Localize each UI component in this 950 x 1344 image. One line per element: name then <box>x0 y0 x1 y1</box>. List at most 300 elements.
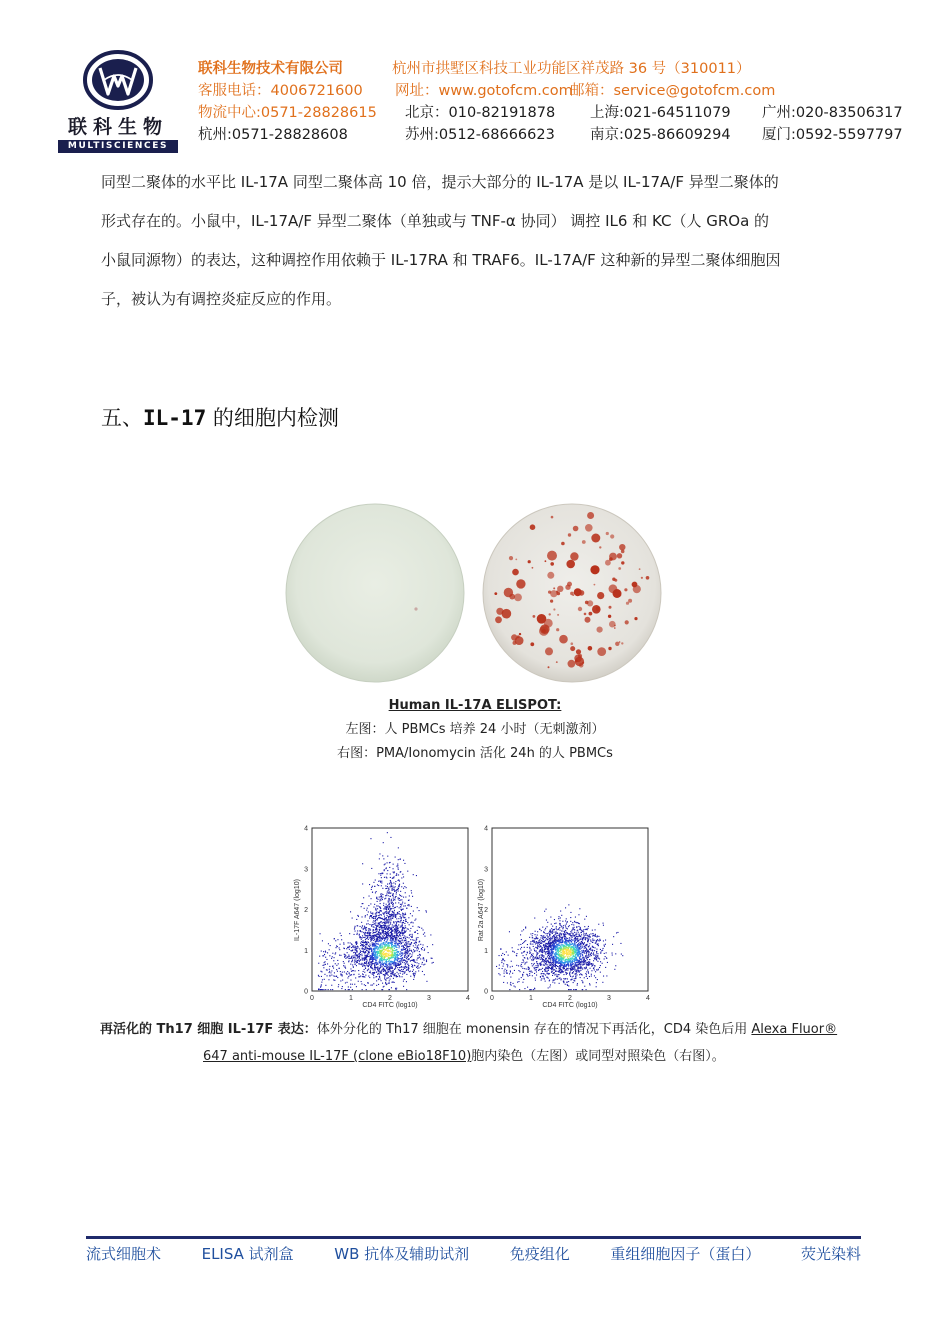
scatter-dot <box>577 949 578 950</box>
scatter-dot <box>369 896 370 897</box>
scatter-dot <box>382 894 383 895</box>
elispot-spot <box>573 526 579 532</box>
scatter-dot <box>585 973 586 974</box>
scatter-dot <box>356 946 357 947</box>
scatter-dot <box>588 954 589 955</box>
scatter-dot <box>386 942 387 943</box>
scatter-dot <box>378 873 379 874</box>
scatter-dot <box>580 973 581 974</box>
scatter-dot <box>583 962 584 963</box>
scatter-dot <box>594 958 595 959</box>
scatter-dot <box>542 971 543 972</box>
scatter-dot <box>396 942 397 943</box>
scatter-dot <box>356 950 357 951</box>
scatter-dot <box>349 949 350 950</box>
scatter-dot <box>401 931 402 932</box>
scatter-dot <box>409 924 410 925</box>
scatter-dot <box>588 957 589 958</box>
scatter-dot <box>584 935 585 936</box>
scatter-dot <box>375 941 376 942</box>
scatter-dot <box>390 938 391 939</box>
scatter-dot <box>575 922 576 923</box>
scatter-dot <box>372 961 373 962</box>
scatter-dot <box>386 948 387 949</box>
scatter-dot <box>370 971 371 972</box>
scatter-dot <box>343 944 344 945</box>
scatter-dot <box>378 899 379 900</box>
scatter-dot <box>564 935 565 936</box>
scatter-dot <box>571 924 572 925</box>
scatter-dot <box>544 965 545 966</box>
scatter-dot <box>402 923 403 924</box>
scatter-dot <box>364 927 365 928</box>
scatter-dot <box>604 953 605 954</box>
scatter-dot <box>388 943 389 944</box>
scatter-dot <box>380 875 381 876</box>
scatter-dot <box>552 966 553 967</box>
scatter-dot <box>405 914 406 915</box>
scatter-dot <box>586 929 587 930</box>
scatter-dot <box>388 890 389 891</box>
scatter-dot <box>514 986 515 987</box>
y-tick-label: 3 <box>484 866 488 874</box>
antibody-link[interactable]: Alexa Fluor® <box>751 1022 838 1037</box>
scatter-dot <box>539 957 540 958</box>
scatter-dot <box>374 957 375 958</box>
scatter-dot <box>376 960 377 961</box>
scatter-dot <box>581 941 582 942</box>
scatter-dot <box>567 978 568 979</box>
scatter-dot <box>333 979 334 980</box>
scatter-dot <box>372 946 373 947</box>
scatter-dot <box>581 934 582 935</box>
scatter-dot <box>345 955 346 956</box>
scatter-dot <box>575 947 576 948</box>
scatter-dot <box>359 958 360 959</box>
scatter-dot <box>364 937 365 938</box>
scatter-dot <box>506 951 507 952</box>
scatter-dot <box>367 948 368 949</box>
scatter-dot <box>561 979 562 980</box>
scatter-dot <box>354 984 355 985</box>
scatter-dot <box>540 941 541 942</box>
scatter-dot <box>417 945 418 946</box>
scatter-dot <box>554 969 555 970</box>
scatter-dot <box>390 893 391 894</box>
scatter-dot <box>345 982 346 983</box>
scatter-dot <box>589 937 590 938</box>
scatter-dot <box>376 934 377 935</box>
scatter-dot <box>383 919 384 920</box>
scatter-dot <box>398 847 399 848</box>
scatter-dot <box>327 970 328 971</box>
scatter-dot <box>554 964 555 965</box>
scatter-dot <box>344 971 345 972</box>
scatter-dot <box>405 927 406 928</box>
scatter-dot <box>545 928 546 929</box>
scatter-dot <box>385 931 386 932</box>
scatter-dot <box>402 933 403 934</box>
scatter-dot <box>593 952 594 953</box>
scatter-dot <box>556 971 557 972</box>
scatter-dot <box>563 974 564 975</box>
scatter-dot <box>534 963 535 964</box>
scatter-dot <box>398 874 399 875</box>
elispot-spot <box>634 617 637 620</box>
scatter-dot <box>549 967 550 968</box>
scatter-dot <box>387 920 388 921</box>
scatter-dot <box>407 905 408 906</box>
scatter-dot <box>409 954 410 955</box>
scatter-dot <box>363 897 364 898</box>
scatter-dot <box>540 937 541 938</box>
scatter-dot <box>342 986 343 987</box>
scatter-dot <box>537 953 538 954</box>
elispot-spot <box>496 608 503 615</box>
scatter-dot <box>604 945 605 946</box>
scatter-dot <box>392 878 393 879</box>
scatter-dot <box>395 896 396 897</box>
scatter-dot <box>398 928 399 929</box>
scatter-dot <box>388 917 389 918</box>
scatter-dot <box>593 960 594 961</box>
scatter-dot <box>355 958 356 959</box>
scatter-dot <box>392 931 393 932</box>
scatter-dot <box>399 932 400 933</box>
scatter-dot <box>402 957 403 958</box>
scatter-dot <box>388 989 389 990</box>
scatter-dot <box>562 921 563 922</box>
elispot-spot <box>578 607 582 611</box>
scatter-dot <box>402 925 403 926</box>
scatter-dot <box>520 948 521 949</box>
scatter-dot <box>368 983 369 984</box>
scatter-dot <box>506 971 507 972</box>
scatter-dot <box>418 944 419 945</box>
scatter-dot <box>403 922 404 923</box>
scatter-dot <box>389 904 390 905</box>
elispot-spot <box>597 627 603 633</box>
scatter-dot <box>570 941 571 942</box>
email <box>570 80 775 102</box>
scatter-dot <box>536 937 537 938</box>
scatter-dot <box>558 952 559 953</box>
scatter-dot <box>413 949 414 950</box>
scatter-dot <box>411 950 412 951</box>
scatter-dot <box>598 969 599 970</box>
scatter-dot <box>596 953 597 954</box>
scatter-dot <box>416 875 417 876</box>
elispot-spot <box>556 628 559 631</box>
scatter-dot <box>389 867 390 868</box>
scatter-dot <box>402 928 403 929</box>
scatter-dot <box>387 915 388 916</box>
scatter-dot <box>389 955 390 956</box>
scatter-dot <box>408 968 409 969</box>
scatter-dot <box>598 924 599 925</box>
scatter-dot <box>349 956 350 957</box>
scatter-dot <box>347 956 348 957</box>
scatter-dot <box>548 936 549 937</box>
scatter-dot <box>551 928 552 929</box>
scatter-dot <box>555 947 556 948</box>
scatter-dot <box>386 913 387 914</box>
scatter-dot <box>381 973 382 974</box>
scatter-dot <box>532 957 533 958</box>
scatter-dot <box>397 914 398 915</box>
scatter-dot <box>503 982 504 983</box>
scatter-dot <box>582 957 583 958</box>
scatter-dot <box>541 964 542 965</box>
scatter-dot <box>381 918 382 919</box>
scatter-dot <box>567 928 568 929</box>
scatter-dot <box>356 934 357 935</box>
scatter-dot <box>366 963 367 964</box>
scatter-dot <box>405 925 406 926</box>
scatter-dot <box>567 984 568 985</box>
scatter-dot <box>327 952 328 953</box>
scatter-dot <box>381 927 382 928</box>
scatter-dot <box>560 917 561 918</box>
scatter-dot <box>416 959 417 960</box>
scatter-dot <box>546 920 547 921</box>
scatter-dot <box>424 936 425 937</box>
scatter-dot <box>376 948 377 949</box>
scatter-dot <box>520 965 521 966</box>
scatter-dot <box>586 974 587 975</box>
scatter-dot <box>547 956 548 957</box>
scatter-dot <box>590 968 591 969</box>
scatter-dot <box>612 955 613 956</box>
scatter-dot <box>566 928 567 929</box>
scatter-dot <box>340 980 341 981</box>
scatter-dot <box>379 927 380 928</box>
scatter-dot <box>386 984 387 985</box>
scatter-dot <box>588 955 589 956</box>
scatter-dot <box>353 957 354 958</box>
scatter-dot <box>394 876 395 877</box>
scatter-dot <box>386 909 387 910</box>
scatter-dot <box>602 963 603 964</box>
scatter-dot <box>522 952 523 953</box>
scatter-dot <box>577 985 578 986</box>
scatter-dot <box>335 952 336 953</box>
scatter-dot <box>417 950 418 951</box>
scatter-dot <box>320 987 321 988</box>
scatter-dot <box>391 899 392 900</box>
scatter-dot <box>380 979 381 980</box>
scatter-dot <box>594 940 595 941</box>
scatter-dot <box>529 948 530 949</box>
scatter-dot <box>395 917 396 918</box>
x-tick-label: 0 <box>310 995 314 1002</box>
scatter-dot <box>384 864 385 865</box>
scatter-dot <box>403 959 404 960</box>
scatter-dot <box>340 933 341 934</box>
scatter-dot <box>574 978 575 979</box>
scatter-dot <box>423 964 424 965</box>
scatter-dot <box>585 935 586 936</box>
scatter-dot <box>413 973 414 974</box>
scatter-dot <box>352 984 353 985</box>
scatter-dot <box>386 923 387 924</box>
scatter-dot <box>558 916 559 917</box>
scatter-dot <box>397 935 398 936</box>
scatter-dot <box>365 965 366 966</box>
scatter-dot <box>350 984 351 985</box>
scatter-dot <box>384 940 385 941</box>
scatter-dot <box>547 964 548 965</box>
scatter-dot <box>404 979 405 980</box>
scatter-dot <box>373 959 374 960</box>
scatter-dot <box>324 974 325 975</box>
scatter-dot <box>589 956 590 957</box>
scatter-dot <box>344 966 345 967</box>
scatter-dot <box>605 956 606 957</box>
scatter-dot <box>583 960 584 961</box>
scatter-dot <box>564 943 565 944</box>
scatter-dot <box>391 890 392 891</box>
scatter-dot <box>548 987 549 988</box>
scatter-dot <box>360 959 361 960</box>
scatter-dot <box>405 938 406 939</box>
scatter-dot <box>398 867 399 868</box>
scatter-dot <box>366 989 367 990</box>
scatter-dot <box>335 963 336 964</box>
scatter-dot <box>540 949 541 950</box>
scatter-dot <box>532 933 533 934</box>
scatter-dot <box>512 951 513 952</box>
scatter-dot <box>521 931 522 932</box>
elispot-spot <box>592 605 601 614</box>
scatter-dot <box>566 938 567 939</box>
scatter-dot <box>523 962 524 963</box>
scatter-dot <box>422 962 423 963</box>
scatter-dot <box>376 898 377 899</box>
scatter-dot <box>419 910 420 911</box>
scatter-dot <box>352 960 353 961</box>
scatter-dot <box>361 927 362 928</box>
scatter-dot <box>394 891 395 892</box>
scatter-dot <box>603 976 604 977</box>
scatter-dot <box>537 958 538 959</box>
scatter-dot <box>412 952 413 953</box>
scatter-dot <box>597 961 598 962</box>
scatter-dot <box>394 931 395 932</box>
scatter-dot <box>399 898 400 899</box>
scatter-dot <box>365 939 366 940</box>
flow-cytometry-figure <box>290 822 660 1010</box>
scatter-dot <box>362 989 363 990</box>
scatter-dot <box>577 936 578 937</box>
scatter-dot <box>378 881 379 882</box>
scatter-dot <box>592 938 593 939</box>
scatter-dot <box>530 957 531 958</box>
scatter-dot <box>400 900 401 901</box>
scatter-dot <box>403 916 404 917</box>
scatter-dot <box>362 937 363 938</box>
scatter-dot <box>393 877 394 878</box>
scatter-dot <box>533 959 534 960</box>
scatter-dot <box>535 957 536 958</box>
scatter-dot <box>377 926 378 927</box>
scatter-dot <box>376 985 377 986</box>
scatter-dot <box>499 955 500 956</box>
scatter-dot <box>587 962 588 963</box>
scatter-dot <box>559 962 560 963</box>
scatter-dot <box>319 976 320 977</box>
scatter-dot <box>343 961 344 962</box>
scatter-dot <box>424 949 425 950</box>
scatter-dot <box>403 906 404 907</box>
elispot-spot <box>606 532 609 535</box>
scatter-dot <box>552 975 553 976</box>
scatter-dot <box>359 948 360 949</box>
scatter-dot <box>532 965 533 966</box>
hotline-number: 4006721600 <box>270 83 363 99</box>
scatter-dot <box>408 965 409 966</box>
scatter-dot <box>412 965 413 966</box>
scatter-dot <box>399 886 400 887</box>
scatter-dot <box>601 950 602 951</box>
scatter-dot <box>386 956 387 957</box>
scatter-dot <box>392 902 393 903</box>
scatter-dot <box>368 930 369 931</box>
scatter-dot <box>412 926 413 927</box>
scatter-dot <box>369 972 370 973</box>
scatter-dot <box>377 934 378 935</box>
scatter-dot <box>418 948 419 949</box>
scatter-dot <box>369 965 370 966</box>
scatter-dot <box>378 941 379 942</box>
antibody-link-continued[interactable]: 647 anti-mouse IL-17F (clone eBio18F10) <box>203 1049 472 1064</box>
scatter-dot <box>406 981 407 982</box>
scatter-dot <box>567 945 568 946</box>
scatter-dot <box>378 932 379 933</box>
email-address[interactable]: service@gotofcm.com <box>613 83 776 99</box>
scatter-dot <box>358 956 359 957</box>
scatter-dot <box>571 989 572 990</box>
scatter-dot <box>571 944 572 945</box>
scatter-dot <box>524 958 525 959</box>
scatter-dot <box>577 930 578 931</box>
figure1-caption-title: Human IL-17A ELISPOT: <box>388 698 562 713</box>
scatter-dot <box>398 897 399 898</box>
scatter-dot <box>343 942 344 943</box>
scatter-dot <box>334 972 335 973</box>
scatter-dot <box>419 967 420 968</box>
scatter-dot <box>539 969 540 970</box>
scatter-dot <box>325 957 326 958</box>
scatter-dot <box>403 897 404 898</box>
scatter-dot <box>384 935 385 936</box>
scatter-dot <box>389 983 390 984</box>
scatter-dot <box>336 969 337 970</box>
website-url[interactable]: www.gotofcm.com <box>438 83 573 99</box>
scatter-dot <box>531 970 532 971</box>
scatter-dot <box>399 976 400 977</box>
scatter-dot <box>562 971 563 972</box>
scatter-dot <box>414 940 415 941</box>
scatter-dot <box>396 943 397 944</box>
scatter-dot <box>527 957 528 958</box>
scatter-dot <box>404 914 405 915</box>
scatter-dot <box>541 946 542 947</box>
elispot-spot <box>566 560 575 569</box>
scatter-dot <box>395 883 396 884</box>
scatter-dot <box>357 962 358 963</box>
scatter-dot <box>383 936 384 937</box>
